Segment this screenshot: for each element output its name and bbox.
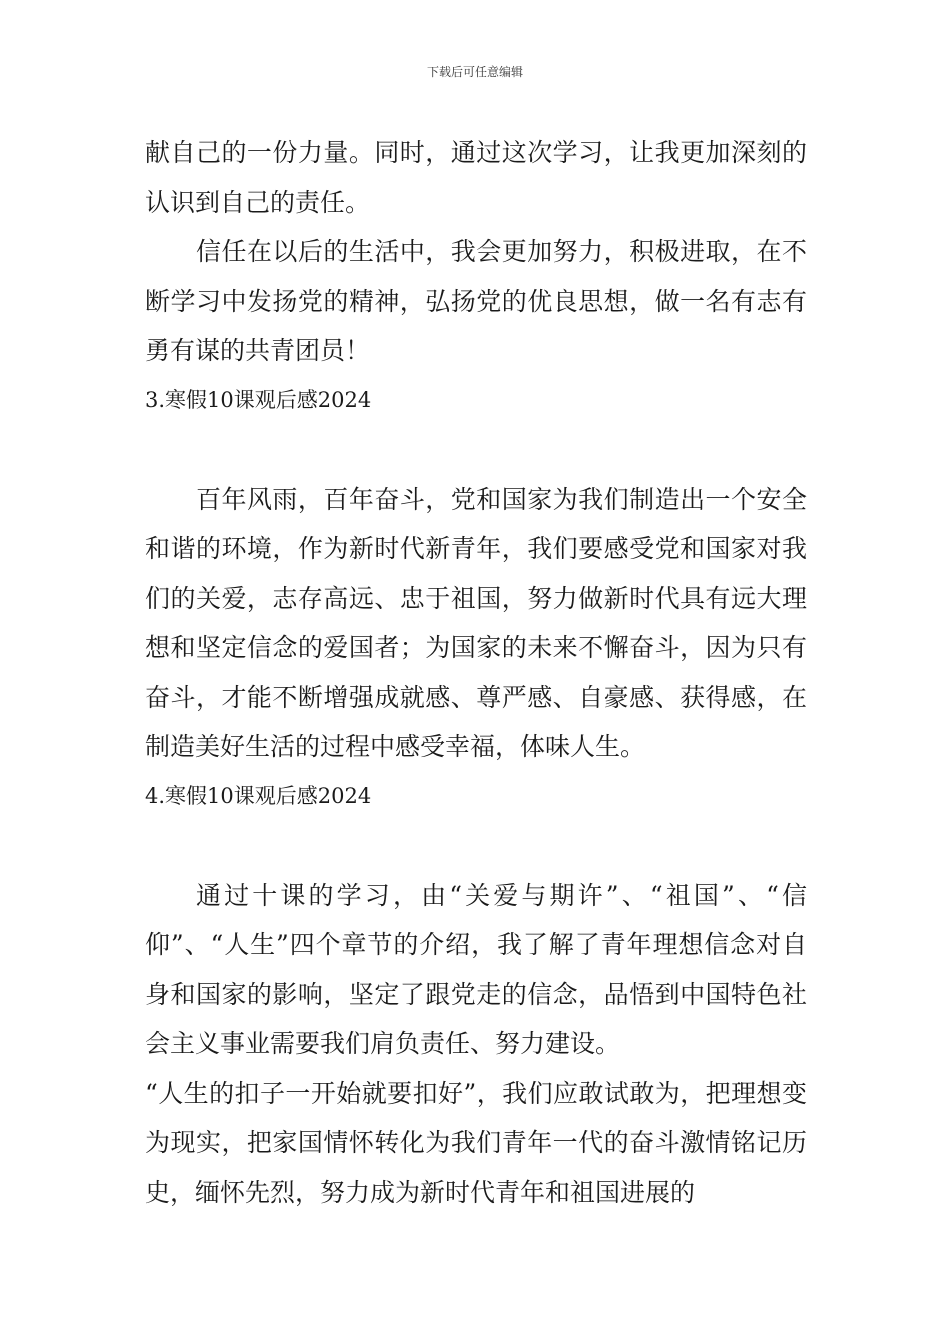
blank-line xyxy=(145,821,807,871)
paragraph-commitment: 信任在以后的生活中，我会更加努力，积极进取，在不断学习中发扬党的精神，弘扬党的优良思想，做一名有志有勇有谋的共青团员！ xyxy=(145,237,807,365)
paragraph-continuation: 献自己的一份力量。同时，通过这次学习，让我更加深刻的认识到自己的责任。 xyxy=(145,138,807,217)
page-header-note: 下载后可任意编辑 xyxy=(426,65,523,79)
section-heading-3: 3.寒假10课观后感2024 xyxy=(145,387,372,412)
document-body xyxy=(145,128,807,1217)
paragraph-section-4-quote: “人生的扣子一开始就要扣好”，我们应敢试敢为，把理想变为现实，把家国情怀转化为我们青年一代的奋斗激情铭记历史，缅怀先烈，努力成为新时代青年和祖国进展的 xyxy=(145,1078,807,1207)
paragraph-section-4-intro: 通过十课的学习，由“关爱与期许”、“祖国”、“信仰”、“人生”四个章节的介绍，我了解了青年理想信念对自身和国家的影响，坚定了跟党走的信念，品悟到中国特色社会主义事业需要我们肩负责任、努力建设。 xyxy=(145,880,807,1058)
section-heading-4: 4.寒假10课观后感2024 xyxy=(145,783,372,808)
blank-line xyxy=(145,425,807,475)
paragraph-section-3: 百年风雨，百年奋斗，党和国家为我们制造出一个安全和谐的环境，作为新时代新青年，我们要感受党和国家对我们的关爱，志存高远、忠于祖国，努力做新时代具有远大理想和坚定信念的爱国者；为国家的未来不懈奋斗，因为只有奋斗，才能不断增强成就感、尊严感、自豪感、获得感，在制造美好生活的过程中感受幸福，体味人生。 xyxy=(145,484,807,761)
